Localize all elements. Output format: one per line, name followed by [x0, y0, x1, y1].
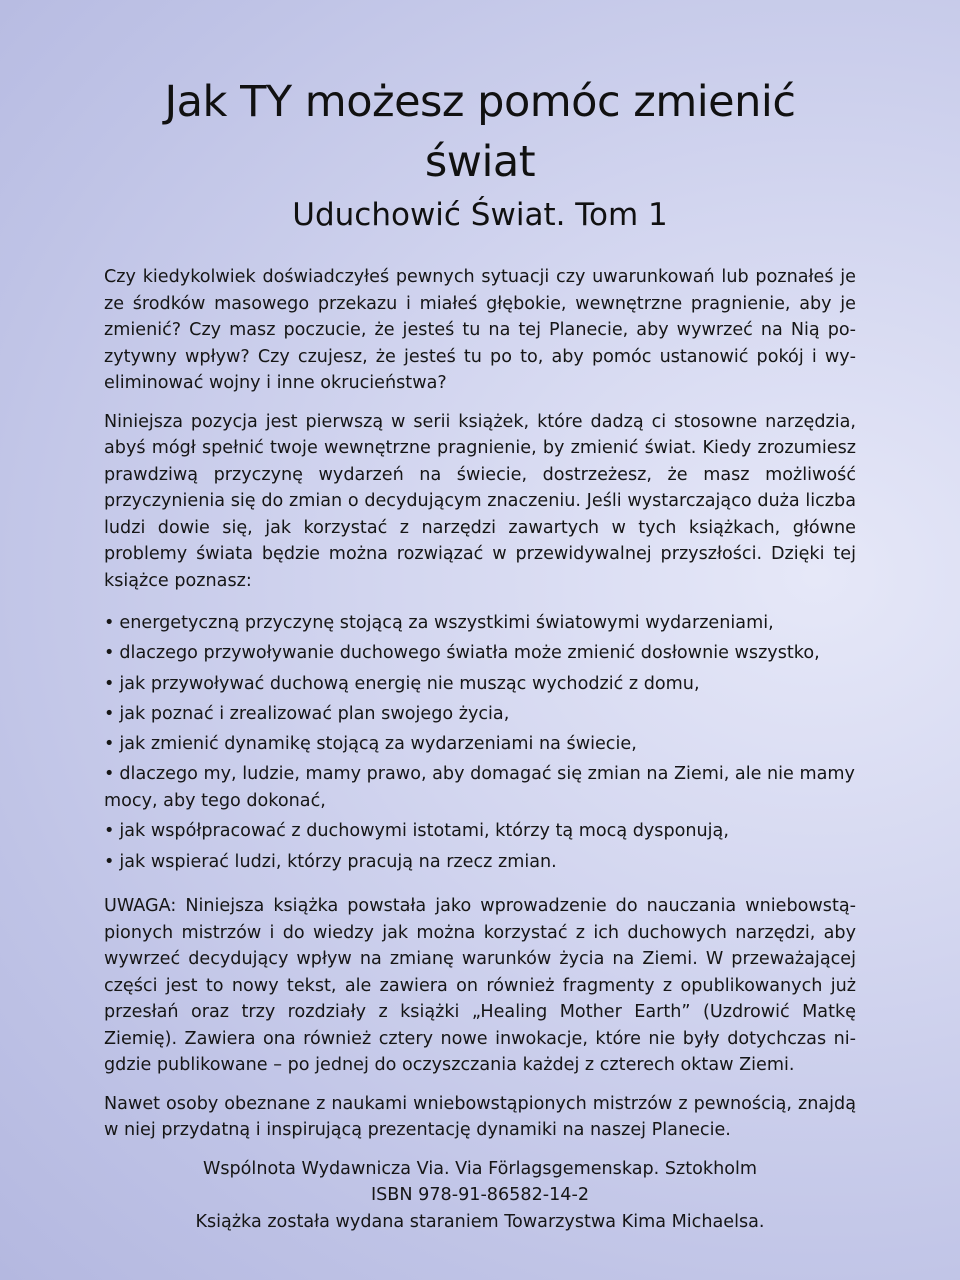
list-item	[104, 671, 856, 698]
list-item	[104, 818, 856, 845]
bullet-icon: •	[104, 764, 115, 785]
closing-paragraph: Nawet osoby obeznane z naukami wniebowstąpionych mistrzów z pewnością, znajdą w niej przydatną i inspirującą prezentację dynamiki na naszej Planecie.	[104, 1093, 856, 1141]
page-subtitle: Uduchowić Świat. Tom 1	[292, 197, 668, 233]
list-item-text: dlaczego my, ludzie, mamy prawo, aby domagać się zmian na Ziemi, ale nie mamy mocy, aby tego dokonać,	[104, 764, 855, 811]
list-item	[104, 731, 856, 758]
publisher-footer	[104, 1156, 856, 1236]
bullet-icon: •	[104, 703, 115, 724]
note-paragraph: UWAGA: Niniejsza książka powstała jako wprowadzenie do nauczania wniebowstąpionych mistrzów i do wiedzy jak można korzystać z ich duchowych narzędzi, aby wywrzeć decydujący wpływ na zmianę warunków życia na Ziemi. W przeważającej części jest to nowy tekst, ale zawiera on również fragmenty z opublikowanych już przesłań oraz trzy rozdziały z książki „Healing Mother Earth” (Uzdrowić Matkę Ziemię). Zawiera ona również cztery nowe inwokacje, które nie były dotychczas nigdzie publikowane – po jednej do oczyszczania każdej z czterech oktaw Ziemi.	[104, 896, 856, 1076]
intro-paragraph-2: Niniejsza pozycja jest pierwszą w serii książek, które dadzą ci stosowne narzędzia, abyś mógł spełnić twoje wewnętrzne pragnienie, by zmienić świat. Kiedy zrozumiesz prawdziwą przyczynę wydarzeń na świecie, dostrzeżesz, że masz możliwość przyczynienia się do zmian o decydującym znaczeniu. Jeśli wystarczająco duża liczba ludzi dowie się, jak korzystać z narzędzi zawartych w tych książkach, główne problemy świata będzie można rozwiązać w przewidywalnej przyszłości. Dzięki tej książce poznasz:	[104, 411, 856, 591]
bullet-icon: •	[104, 613, 115, 633]
intro-paragraph-1: Czy kiedykolwiek doświadczyłeś pewnych sytuacji czy uwarunkowań lub poznałeś je ze środków masowego przekazu i miałeś głębokie, wewnętrzne pragnienie, aby je zmienić? Czy masz poczucie, że jesteś tu na tej Planecie, aby wywrzeć na Nią pozytywny wpływ? Czy czujesz, że jesteś tu po to, aby pomóc ustanowić pokój i wyeliminować wojny i inne okrucieństwa?	[104, 267, 856, 393]
bullet-icon: •	[104, 643, 115, 664]
list-item-text: jak zmienić dynamikę stojącą za wydarzeniami na świecie,	[119, 734, 637, 755]
list-item-text: jak przywoływać duchową energię nie musząc wychodzić z domu,	[119, 673, 700, 694]
bullet-icon: •	[104, 851, 115, 872]
list-item-text: dlaczego przywoływanie duchowego światła może zmienić dosłownie wszystko,	[119, 643, 820, 664]
list-item	[104, 701, 856, 728]
book-back-cover	[104, 72, 856, 1235]
bullet-icon: •	[104, 734, 115, 755]
list-item-text: jak współpracować z duchowymi istotami, którzy tą mocą dysponują,	[119, 821, 729, 842]
list-item	[104, 761, 856, 814]
credit-line: Książka została wydana staraniem Towarzystwa Kima Michaelsa.	[195, 1211, 765, 1232]
benefits-list	[104, 610, 856, 875]
list-item	[104, 849, 856, 876]
isbn-line: ISBN 978-91-86582-14-2	[370, 1185, 590, 1206]
list-item	[104, 610, 856, 637]
page-title: Jak TY możesz pomóc zmienić świat	[164, 77, 796, 187]
bullet-icon: •	[104, 821, 115, 842]
bullet-icon: •	[104, 673, 115, 694]
list-item-text: energetyczną przyczynę stojącą za wszystkimi światowymi wydarzeniami,	[119, 613, 774, 633]
list-item-text: jak wspierać ludzi, którzy pracują na rzecz zmian.	[119, 851, 557, 872]
list-item-text: jak poznać i zrealizować plan swojego życia,	[119, 703, 510, 724]
publisher-line: Wspólnota Wydawnicza Via. Via Förlagsgemenskap. Sztokholm	[202, 1158, 758, 1179]
list-item	[104, 640, 856, 667]
